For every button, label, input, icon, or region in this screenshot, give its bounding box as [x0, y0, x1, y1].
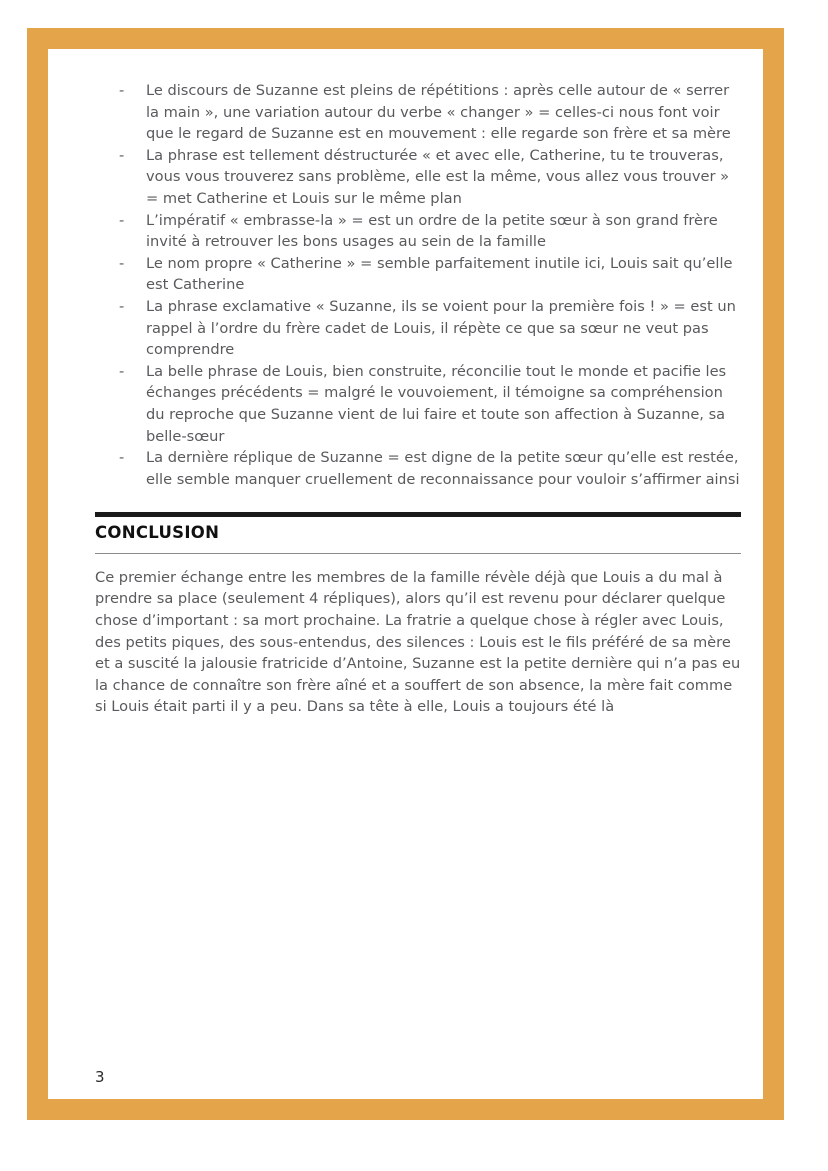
list-item: - La phrase est tellement déstructurée « et avec elle, Catherine, tu te trouveras, vous vous trouverez sans problème, elle est la même, vous allez vous trouver » = met Catherine et Louis sur le même plan — [95, 145, 741, 210]
list-item: - La phrase exclamative « Suzanne, ils se voient pour la première fois ! » = est un rappel à l’ordre du frère cadet de Louis, il répète ce que sa sœur ne veut pas comprendre — [95, 296, 741, 361]
conclusion-paragraph: Ce premier échange entre les membres de la famille révèle déjà que Louis a du mal à prendre sa place (seulement 4 répliques), alors qu’il est revenu pour déclarer quelque chose d’important : sa mort prochaine. La fratrie a quelque chose à régler avec Louis, des petits piques, des sous-entendus, des silences : Louis est le fils préféré de sa mère et a suscité la jalousie fratricide d’Antoine, Suzanne est la petite dernière qui n’a pas eu la chance de connaître son frère aîné et a souffert de son absence, la mère fait comme si Louis était parti il y a peu. Dans sa tête à elle, Louis a toujours été là — [95, 568, 741, 716]
document-content — [95, 80, 741, 718]
page-number: 3 — [95, 1068, 105, 1086]
list-item: - Le discours de Suzanne est pleins de répétitions : après celle autour de « serrer la main », une variation autour du verbe « changer » = celles-ci nous font voir que le regard de Suzanne est en mouvement : elle regarde son frère et sa mère — [95, 80, 741, 145]
list-item: - La belle phrase de Louis, bien construite, réconcilie tout le monde et pacifie les échanges précédents = malgré le vouvoiement, il témoigne sa compréhension du reproche que Suzanne vient de lui faire et toute son affection à Suzanne, sa belle-sœur — [95, 361, 741, 447]
analysis-bullet-list — [95, 80, 741, 490]
list-item: - L’impératif « embrasse-la » = est un ordre de la petite sœur à son grand frère invité à retrouver les bons usages au sein de la famille — [95, 210, 741, 253]
list-item: - La dernière réplique de Suzanne = est digne de la petite sœur qu’elle est restée, elle semble manquer cruellement de reconnaissance pour vouloir s’affirmer ainsi — [95, 447, 741, 490]
conclusion-heading: CONCLUSION — [95, 512, 741, 554]
list-item: - Le nom propre « Catherine » = semble parfaitement inutile ici, Louis sait qu’elle est Catherine — [95, 253, 741, 296]
